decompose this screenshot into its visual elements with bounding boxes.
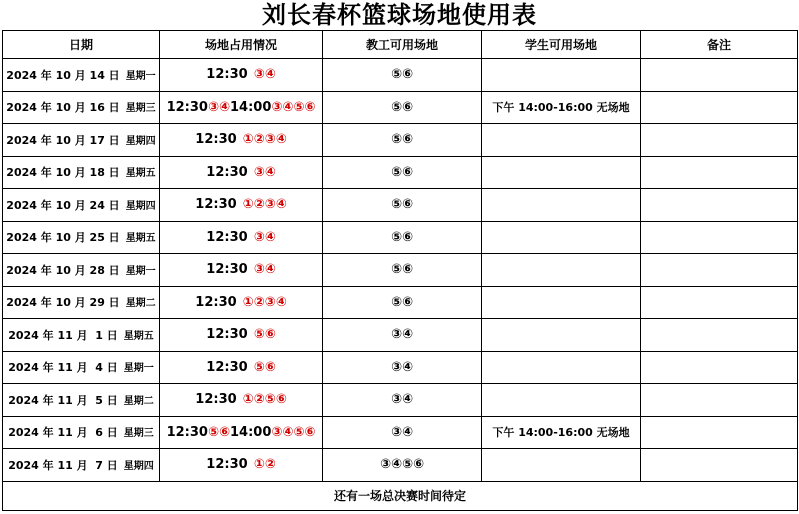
staff-courts-cell: ⑤⑥ (323, 221, 482, 254)
table-row (3, 221, 798, 254)
student-courts-cell (482, 59, 641, 92)
notes-cell (641, 416, 798, 449)
slot-courts: ③④⑤⑥ (271, 424, 316, 440)
weekday-text: 星期二 (123, 395, 154, 407)
date-text: 2024 年 10 月 29 日 (6, 296, 120, 310)
slot-courts: ③④⑤⑥ (271, 99, 316, 115)
date-text: 2024 年 11 月 1 日 (8, 328, 118, 342)
student-courts-cell (482, 384, 641, 417)
notes-cell (641, 449, 798, 482)
header-notes: 备注 (641, 31, 798, 59)
staff-courts-cell: ⑤⑥ (323, 156, 482, 189)
table-row (3, 189, 798, 222)
notes-cell (641, 156, 798, 189)
notes-cell (641, 124, 798, 157)
slot-courts: ①②③④ (242, 294, 287, 310)
slot-time: 12:30 (195, 294, 237, 310)
table-row (3, 91, 798, 124)
table-row (3, 254, 798, 287)
notes-cell (641, 59, 798, 92)
student-courts-cell (482, 156, 641, 189)
student-courts-cell (482, 351, 641, 384)
staff-courts-cell: ③④ (323, 351, 482, 384)
table-row (3, 384, 798, 417)
slot-time: 12:30 (206, 229, 248, 245)
weekday-text: 星期三 (125, 103, 156, 115)
venue-occupancy-cell (160, 221, 323, 254)
page-title: 刘长春杯篮球场地使用表 (262, 0, 537, 29)
staff-courts-cell: ⑤⑥ (323, 189, 482, 222)
student-courts-cell (482, 449, 641, 482)
date-cell (3, 351, 160, 384)
footer-row (3, 481, 798, 510)
venue-occupancy-cell (160, 189, 323, 222)
table-row (3, 351, 798, 384)
table-row (3, 59, 798, 92)
header-venue: 场地占用情况 (160, 31, 323, 59)
table-row (3, 449, 798, 482)
staff-courts-cell: ⑤⑥ (323, 254, 482, 287)
date-text: 2024 年 11 月 7 日 (8, 458, 118, 472)
slot-courts: ⑤⑥ (253, 359, 276, 375)
student-courts-cell (482, 221, 641, 254)
slot-time: 12:30 (206, 164, 248, 180)
slot-time: 14:00 (229, 99, 272, 115)
slot-courts: ③④ (253, 229, 276, 245)
header-staff: 教工可用场地 (323, 31, 482, 59)
slot-courts: ①②⑤⑥ (242, 392, 287, 408)
staff-courts-cell: ③④ (323, 319, 482, 352)
notes-cell (641, 319, 798, 352)
table-row (3, 156, 798, 189)
venue-occupancy-cell (160, 384, 323, 417)
date-text: 2024 年 10 月 28 日 (6, 263, 120, 277)
slot-courts: ⑤⑥ (207, 424, 230, 440)
date-cell (3, 449, 160, 482)
slot-time: 12:30 (166, 99, 208, 115)
slot-courts: ①②③④ (242, 132, 287, 148)
slot-time: 12:30 (206, 457, 248, 473)
date-text: 2024 年 10 月 16 日 (6, 101, 120, 115)
staff-courts-cell: ⑤⑥ (323, 91, 482, 124)
date-cell (3, 221, 160, 254)
slot-courts: ③④ (207, 99, 230, 115)
slot-time: 12:30 (206, 262, 248, 278)
venue-occupancy-cell (160, 416, 323, 449)
staff-courts-cell: ③④⑤⑥ (323, 449, 482, 482)
notes-cell (641, 384, 798, 417)
slot-time: 12:30 (206, 327, 248, 343)
weekday-text: 星期一 (125, 265, 156, 277)
date-text: 2024 年 10 月 17 日 (6, 133, 120, 147)
venue-occupancy-cell (160, 286, 323, 319)
notes-cell (641, 189, 798, 222)
date-cell (3, 124, 160, 157)
notes-cell (641, 91, 798, 124)
weekday-text: 星期四 (125, 135, 156, 147)
header-date: 日期 (3, 31, 160, 59)
venue-occupancy-cell (160, 59, 323, 92)
date-cell (3, 384, 160, 417)
table-row (3, 319, 798, 352)
weekday-text: 星期五 (123, 330, 154, 342)
date-text: 2024 年 10 月 25 日 (6, 231, 120, 245)
weekday-text: 星期四 (123, 460, 154, 472)
date-cell (3, 416, 160, 449)
venue-occupancy-cell (160, 156, 323, 189)
slot-time: 12:30 (206, 67, 248, 83)
venue-occupancy-cell (160, 91, 323, 124)
notes-cell (641, 351, 798, 384)
table-body (3, 59, 798, 482)
date-cell (3, 189, 160, 222)
slot-time: 12:30 (195, 197, 237, 213)
date-text: 2024 年 11 月 5 日 (8, 393, 118, 407)
header-row (3, 31, 798, 59)
date-cell (3, 156, 160, 189)
table-row (3, 124, 798, 157)
date-text: 2024 年 11 月 4 日 (8, 361, 118, 375)
slot-time: 12:30 (206, 359, 248, 375)
weekday-text: 星期一 (125, 70, 156, 82)
table-row (3, 286, 798, 319)
venue-occupancy-cell (160, 319, 323, 352)
staff-courts-cell: ⑤⑥ (323, 59, 482, 92)
student-courts-cell: 下午 14:00-16:00 无场地 (482, 416, 641, 449)
date-cell (3, 286, 160, 319)
date-cell (3, 254, 160, 287)
weekday-text: 星期五 (125, 168, 156, 180)
notes-cell (641, 254, 798, 287)
student-courts-cell (482, 319, 641, 352)
student-courts-cell (482, 254, 641, 287)
date-text: 2024 年 10 月 24 日 (6, 198, 120, 212)
table-row (3, 416, 798, 449)
date-text: 2024 年 10 月 18 日 (6, 166, 120, 180)
weekday-text: 星期五 (125, 233, 156, 245)
slot-time: 12:30 (195, 132, 237, 148)
date-cell (3, 319, 160, 352)
weekday-text: 星期一 (123, 363, 154, 375)
student-courts-cell (482, 189, 641, 222)
slot-time: 14:00 (229, 424, 272, 440)
date-text: 2024 年 10 月 14 日 (6, 68, 120, 82)
staff-courts-cell: ⑤⑥ (323, 124, 482, 157)
slot-courts: ⑤⑥ (253, 327, 276, 343)
student-courts-cell (482, 286, 641, 319)
weekday-text: 星期二 (125, 298, 156, 310)
notes-cell (641, 286, 798, 319)
slot-courts: ③④ (253, 262, 276, 278)
student-courts-cell: 下午 14:00-16:00 无场地 (482, 91, 641, 124)
header-student: 学生可用场地 (482, 31, 641, 59)
slot-time: 12:30 (166, 424, 208, 440)
date-cell (3, 59, 160, 92)
venue-occupancy-cell (160, 254, 323, 287)
venue-occupancy-cell (160, 449, 323, 482)
slot-courts: ③④ (253, 67, 276, 83)
schedule-table (2, 30, 798, 511)
staff-courts-cell: ③④ (323, 416, 482, 449)
date-text: 2024 年 11 月 6 日 (8, 426, 118, 440)
student-courts-cell (482, 124, 641, 157)
date-cell (3, 91, 160, 124)
staff-courts-cell: ⑤⑥ (323, 286, 482, 319)
weekday-text: 星期四 (125, 200, 156, 212)
staff-courts-cell: ③④ (323, 384, 482, 417)
slot-courts: ①② (253, 457, 276, 473)
slot-time: 12:30 (195, 392, 237, 408)
slot-courts: ③④ (253, 164, 276, 180)
footer-note: 还有一场总决赛时间待定 (3, 481, 798, 510)
venue-occupancy-cell (160, 351, 323, 384)
notes-cell (641, 221, 798, 254)
venue-occupancy-cell (160, 124, 323, 157)
weekday-text: 星期三 (123, 428, 154, 440)
slot-courts: ①②③④ (242, 197, 287, 213)
